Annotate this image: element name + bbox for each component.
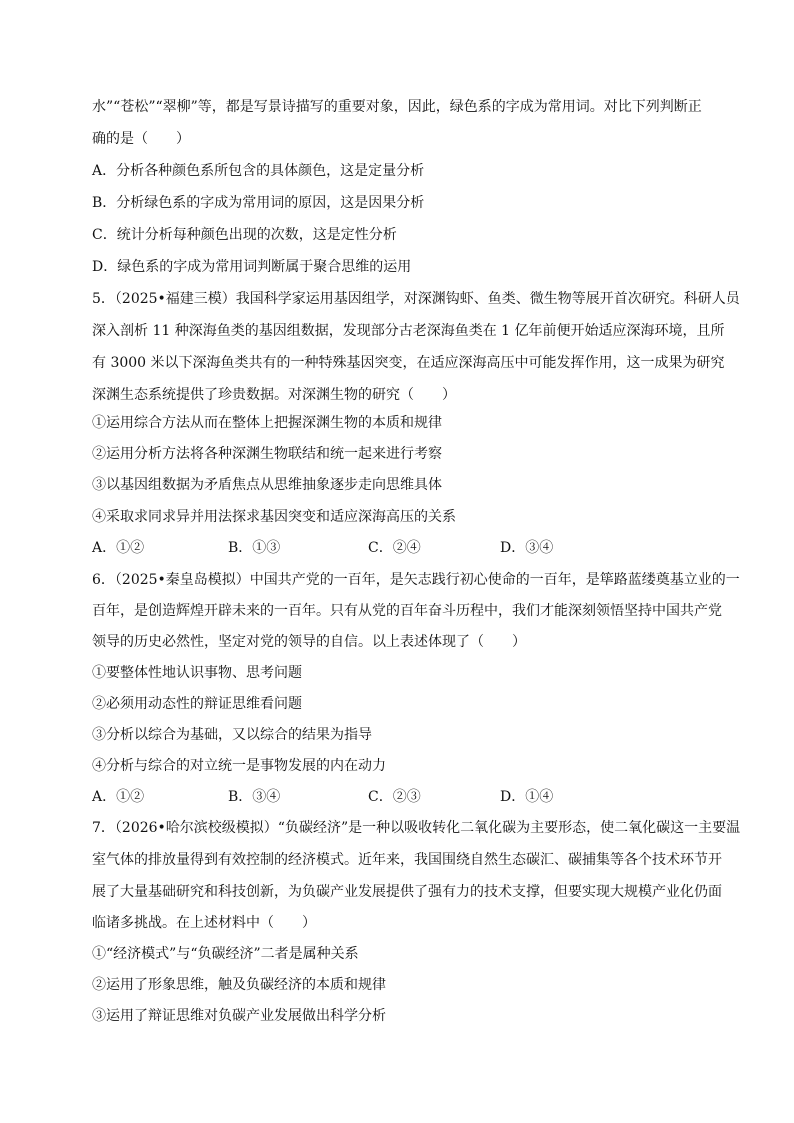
q5-statement-1: ①运用综合方法从而在整体上把握深渊生物的本质和规律: [92, 415, 442, 431]
q4-stem-line: 确的是（ ）: [92, 131, 190, 147]
q7-statement-1: ①“经济模式”与“负碳经济”二者是属种关系: [92, 946, 359, 962]
q7-stem-line: 室气体的排放量得到有效控制的经济模式。近年来，我国围绕自然生态碳汇、碳捕集等各个技术环节开: [92, 852, 722, 868]
q6-stem-line: 领导的历史必然性，坚定对党的领导的自信。以上表述体现了（ ）: [92, 634, 526, 650]
q5-stem-line: 深渊生态系统提供了珍贵数据。对深渊生物的研究（ ）: [92, 387, 456, 403]
q6-statement-4: ④分析与综合的对立统一是事物发展的内在动力: [92, 758, 386, 774]
q4-option-a: A．分析各种颜色系所包含的具体颜色，这是定量分析: [92, 163, 425, 179]
q6-stem-line: 6．（2025•秦皇岛模拟）中国共产党的一百年，是矢志践行初心使命的一百年，是筚路蓝缕奠基立业的一: [92, 572, 740, 588]
q5-statement-3: ③以基因组数据为矛盾焦点从思维抽象逐步走向思维具体: [92, 477, 442, 493]
q6-choice-a: A．①②: [92, 789, 145, 805]
q5-stem-line: 有 3000 米以下深海鱼类共有的一种特殊基因突变，在适应深海高压中可能发挥作用，这一成果为研究: [92, 355, 725, 371]
q6-stem-line: 百年，是创造辉煌开辟未来的一百年。只有从党的百年奋斗历程中，我们才能深刻领悟坚持中国共产党: [92, 603, 722, 619]
q6-choice-c: C．②③: [368, 789, 421, 805]
q5-statement-4: ④采取求同求异并用法探求基因突变和适应深海高压的关系: [92, 509, 456, 525]
q4-stem-line: 水”“苍松”“翠柳”等，都是写景诗描写的重要对象，因此，绿色系的字成为常用词。对比下列判断正: [92, 99, 702, 115]
q5-choice-c: C．②④: [368, 540, 421, 556]
q4-option-d: D．绿色系的字成为常用词判断属于聚合思维的运用: [92, 259, 412, 275]
q6-choice-d: D．①④: [500, 789, 554, 805]
q6-choice-b: B．③④: [228, 789, 281, 805]
q6-statement-2: ②必须用动态性的辩证思维看问题: [92, 696, 302, 712]
q4-option-c: C．统计分析每种颜色出现的次数，这是定性分析: [92, 227, 397, 243]
q5-choice-b: B．①③: [228, 540, 281, 556]
q5-stem-line: 深入剖析 11 种深海鱼类的基因组数据，发现部分古老深海鱼类在 1 亿年前便开始适应深海环境，且所: [92, 323, 725, 339]
q5-choice-d: D．③④: [500, 540, 554, 556]
q6-statement-3: ③分析以综合为基础，又以综合的结果为指导: [92, 727, 372, 743]
q7-stem-line: 7．（2026•哈尔滨校级模拟）“负碳经济”是一种以吸收转化二氧化碳为主要形态，使二氧化碳这一主要温: [92, 820, 741, 836]
q5-stem-line: 5．（2025•福建三模）我国科学家运用基因组学，对深渊钩虾、鱼类、微生物等展开首次研究。科研人员: [92, 291, 740, 307]
q7-stem-line: 展了大量基础研究和科技创新，为负碳产业发展提供了强有力的技术支撑，但要实现大规模产业化仍面: [92, 884, 722, 900]
q5-choice-a: A．①②: [92, 540, 145, 556]
q6-statement-1: ①要整体性地认识事物、思考问题: [92, 665, 302, 681]
q7-stem-line: 临诸多挑战。在上述材料中（ ）: [92, 915, 316, 931]
q7-statement-3: ③运用了辩证思维对负碳产业发展做出科学分析: [92, 1008, 386, 1024]
q5-statement-2: ②运用分析方法将各种深渊生物联结和统一起来进行考察: [92, 446, 442, 462]
q4-option-b: B．分析绿色系的字成为常用词的原因，这是因果分析: [92, 195, 425, 211]
q7-statement-2: ②运用了形象思维，触及负碳经济的本质和规律: [92, 977, 386, 993]
